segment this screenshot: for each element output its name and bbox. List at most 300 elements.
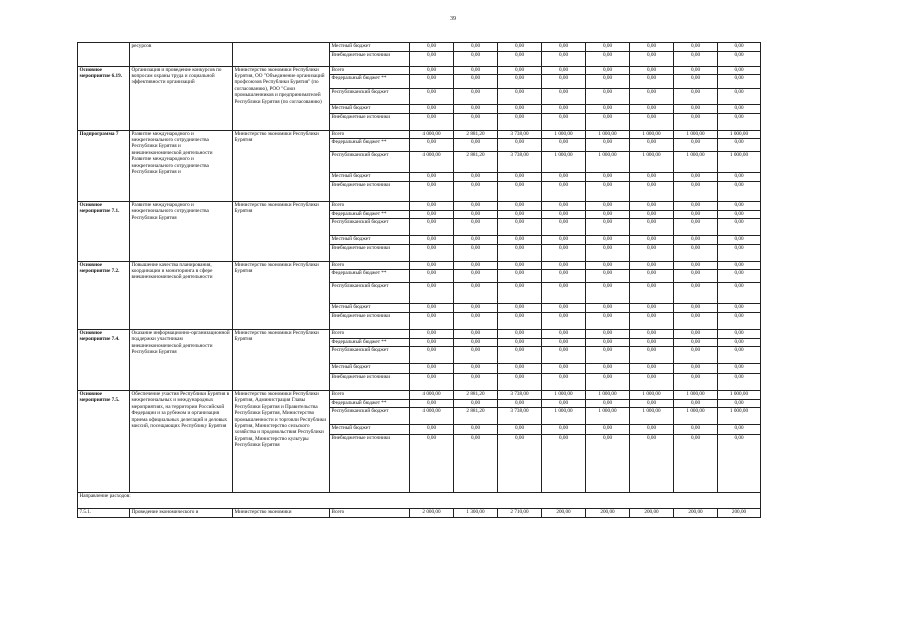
amount-cell: 0,00 <box>718 364 761 374</box>
amount-cell: 0,00 <box>586 261 630 270</box>
funding-source: Местный бюджет <box>330 364 410 374</box>
amount-cell: 0,00 <box>586 202 630 211</box>
amount-cell: 0,00 <box>674 43 718 52</box>
amount-cell: 1 000,00 <box>586 152 630 173</box>
amount-cell: 0,00 <box>630 425 674 435</box>
amount-cell: 0,00 <box>410 330 454 339</box>
amount-cell: 0,00 <box>542 182 586 202</box>
amount-cell: 0,00 <box>630 283 674 304</box>
event-executor: Министерство экономики Республики Бурятия <box>233 261 330 330</box>
amount-cell: 0,00 <box>498 374 542 391</box>
amount-cell: 0,00 <box>498 113 542 130</box>
amount-cell: 0,00 <box>410 43 454 52</box>
funding-source: Внебюджетные источники <box>330 435 410 493</box>
amount-cell: 1 000,00 <box>586 408 630 425</box>
amount-cell: 0,00 <box>674 113 718 130</box>
amount-cell: 0,00 <box>542 425 586 435</box>
amount-cell: 0,00 <box>586 173 630 182</box>
amount-cell: 0,00 <box>498 236 542 245</box>
amount-cell: 0,00 <box>498 347 542 364</box>
event-code: Основное мероприятие 7.1. <box>78 202 130 262</box>
amount-cell: 0,00 <box>630 364 674 374</box>
amount-cell: 0,00 <box>674 304 718 313</box>
amount-cell: 0,00 <box>630 210 674 219</box>
amount-cell: 3 738,00 <box>498 408 542 425</box>
amount-cell: 0,00 <box>498 210 542 219</box>
amount-cell: 0,00 <box>542 364 586 374</box>
amount-cell: 0,00 <box>542 43 586 52</box>
amount-cell: 0,00 <box>542 202 586 211</box>
amount-cell: 0,00 <box>718 347 761 364</box>
event-name: Обеспечение участия Республики Бурятия в межрегиональных и международных мероприятиях, на территории Российской Федерации и за рубежом и организация приема официальных делегаций и деловых миссий, посещающих Республику Бурятия <box>130 391 233 493</box>
amount-cell: 2 881,20 <box>454 152 498 173</box>
amount-cell: 0,00 <box>542 338 586 347</box>
amount-cell: 0,00 <box>674 173 718 182</box>
amount-cell: 0,00 <box>674 210 718 219</box>
amount-cell: 0,00 <box>410 338 454 347</box>
event-name: Развитие международного и межрегионального сотрудничества Республики Бурятия <box>130 202 233 262</box>
amount-cell: 0,00 <box>586 338 630 347</box>
amount-cell: 0,00 <box>410 399 454 408</box>
amount-cell: 0,00 <box>718 113 761 130</box>
amount-cell: 0,00 <box>586 244 630 261</box>
amount-cell: 0,00 <box>542 219 586 236</box>
amount-cell: 0,00 <box>586 304 630 313</box>
amount-cell: 1 000,00 <box>542 130 586 139</box>
funding-source: Федеральный бюджет ** <box>330 270 410 283</box>
amount-cell: 0,00 <box>630 244 674 261</box>
amount-cell: 0,00 <box>718 173 761 182</box>
funding-source: Республиканский бюджет <box>330 152 410 173</box>
amount-cell: 0,00 <box>586 113 630 130</box>
amount-cell: 0,00 <box>630 182 674 202</box>
amount-cell: 0,00 <box>718 338 761 347</box>
amount-cell: 0,00 <box>586 330 630 339</box>
amount-cell: 0,00 <box>674 236 718 245</box>
amount-cell: 0,00 <box>410 51 454 66</box>
amount-cell: 0,00 <box>718 89 761 105</box>
amount-cell: 0,00 <box>454 425 498 435</box>
amount-cell: 0,00 <box>542 75 586 89</box>
amount-cell: 0,00 <box>454 244 498 261</box>
amount-cell: 4 000,00 <box>410 408 454 425</box>
amount-cell: 0,00 <box>454 304 498 313</box>
amount-cell: 0,00 <box>498 425 542 435</box>
amount-cell: 0,00 <box>498 364 542 374</box>
amount-cell: 1 000,00 <box>630 152 674 173</box>
amount-cell: 0,00 <box>586 347 630 364</box>
event-code <box>78 43 130 67</box>
amount-cell: 0,00 <box>674 313 718 330</box>
amount-cell: 0,00 <box>454 219 498 236</box>
amount-cell: 0,00 <box>718 75 761 89</box>
amount-cell: 0,00 <box>410 202 454 211</box>
amount-cell: 200,00 <box>718 509 761 518</box>
funding-source: Всего <box>330 391 410 400</box>
amount-cell: 0,00 <box>454 313 498 330</box>
amount-cell: 0,00 <box>454 399 498 408</box>
amount-cell: 0,00 <box>454 75 498 89</box>
funding-source: Внебюджетные источники <box>330 51 410 66</box>
funding-source: Всего <box>330 330 410 339</box>
amount-cell: 0,00 <box>674 261 718 270</box>
amount-cell: 0,00 <box>542 374 586 391</box>
amount-cell: 0,00 <box>718 283 761 304</box>
amount-cell: 0,00 <box>718 244 761 261</box>
funding-source: Республиканский бюджет <box>330 408 410 425</box>
amount-cell: 0,00 <box>454 330 498 339</box>
amount-cell: 0,00 <box>410 173 454 182</box>
amount-cell: 0,00 <box>586 210 630 219</box>
amount-cell: 0,00 <box>586 43 630 52</box>
amount-cell: 0,00 <box>454 338 498 347</box>
funding-source: Федеральный бюджет ** <box>330 75 410 89</box>
amount-cell: 0,00 <box>542 435 586 493</box>
amount-cell: 0,00 <box>586 66 630 75</box>
event-executor: Министерство экономики Республики Бурятия <box>233 130 330 202</box>
amount-cell: 0,00 <box>498 182 542 202</box>
amount-cell: 0,00 <box>542 270 586 283</box>
amount-cell: 0,00 <box>718 236 761 245</box>
amount-cell: 3 738,00 <box>498 391 542 400</box>
amount-cell: 0,00 <box>718 313 761 330</box>
amount-cell: 0,00 <box>674 283 718 304</box>
amount-cell: 0,00 <box>410 66 454 75</box>
amount-cell: 1 000,00 <box>718 152 761 173</box>
amount-cell: 0,00 <box>586 89 630 105</box>
amount-cell: 0,00 <box>630 261 674 270</box>
amount-cell: 0,00 <box>630 105 674 114</box>
amount-cell: 0,00 <box>498 261 542 270</box>
amount-cell: 0,00 <box>454 43 498 52</box>
amount-cell: 200,00 <box>630 509 674 518</box>
amount-cell: 0,00 <box>718 51 761 66</box>
funding-source: Федеральный бюджет ** <box>330 210 410 219</box>
amount-cell: 0,00 <box>718 425 761 435</box>
amount-cell: 0,00 <box>498 283 542 304</box>
amount-cell: 0,00 <box>454 51 498 66</box>
amount-cell: 0,00 <box>630 43 674 52</box>
amount-cell: 0,00 <box>718 66 761 75</box>
amount-cell: 0,00 <box>498 43 542 52</box>
amount-cell: 1 000,00 <box>542 408 586 425</box>
funding-source: Местный бюджет <box>330 425 410 435</box>
amount-cell: 0,00 <box>410 210 454 219</box>
amount-cell: 0,00 <box>586 236 630 245</box>
amount-cell: 0,00 <box>410 236 454 245</box>
amount-cell: 0,00 <box>498 75 542 89</box>
amount-cell: 0,00 <box>498 313 542 330</box>
amount-cell: 1 000,00 <box>674 130 718 139</box>
budget-row <box>78 202 761 211</box>
event-code: Основное мероприятие 6.19. <box>78 66 130 130</box>
amount-cell: 0,00 <box>410 89 454 105</box>
amount-cell: 0,00 <box>498 202 542 211</box>
amount-cell: 0,00 <box>542 347 586 364</box>
amount-cell: 0,00 <box>630 236 674 245</box>
amount-cell: 200,00 <box>674 509 718 518</box>
amount-cell: 0,00 <box>498 399 542 408</box>
amount-cell: 1 000,00 <box>542 391 586 400</box>
amount-cell: 0,00 <box>542 89 586 105</box>
amount-cell: 0,00 <box>674 89 718 105</box>
amount-cell: 0,00 <box>410 425 454 435</box>
event-executor: Министерство экономики <box>233 509 330 518</box>
amount-cell: 0,00 <box>718 374 761 391</box>
amount-cell: 2 881,20 <box>454 408 498 425</box>
amount-cell: 0,00 <box>718 105 761 114</box>
amount-cell: 0,00 <box>718 399 761 408</box>
amount-cell: 0,00 <box>674 66 718 75</box>
funding-source: Республиканский бюджет <box>330 283 410 304</box>
amount-cell: 0,00 <box>586 283 630 304</box>
amount-cell: 0,00 <box>630 374 674 391</box>
amount-cell: 0,00 <box>454 66 498 75</box>
event-name: Оказание информационно-организационной поддержки участникам внешнеэкономической деятельности Республики Бурятия <box>130 330 233 391</box>
amount-cell: 0,00 <box>542 330 586 339</box>
amount-cell: 2 881,20 <box>454 391 498 400</box>
amount-cell: 0,00 <box>454 113 498 130</box>
amount-cell: 0,00 <box>586 105 630 114</box>
amount-cell: 0,00 <box>718 270 761 283</box>
amount-cell: 0,00 <box>498 244 542 261</box>
page-number: 39 <box>450 16 456 22</box>
budget-row <box>78 509 761 518</box>
amount-cell: 1 300,00 <box>454 509 498 518</box>
amount-cell: 0,00 <box>454 347 498 364</box>
amount-cell: 0,00 <box>674 75 718 89</box>
amount-cell: 0,00 <box>586 182 630 202</box>
event-executor: Министерство экономики Республики Бурятия, ОО "Объединение организаций профсоюзов Республики Бурятия" (по согласованию), РОО "Союз промышленников и предпринимателей Республики Бурятия (по согласованию) <box>233 66 330 130</box>
amount-cell: 0,00 <box>498 51 542 66</box>
funding-source: Местный бюджет <box>330 43 410 52</box>
funding-source: Внебюджетные источники <box>330 113 410 130</box>
amount-cell: 0,00 <box>718 43 761 52</box>
amount-cell: 2 881,20 <box>454 130 498 139</box>
amount-cell: 0,00 <box>718 304 761 313</box>
funding-source: Всего <box>330 130 410 139</box>
amount-cell: 0,00 <box>410 182 454 202</box>
amount-cell: 0,00 <box>586 51 630 66</box>
funding-source: Всего <box>330 66 410 75</box>
amount-cell: 1 000,00 <box>718 130 761 139</box>
amount-cell: 1 000,00 <box>586 130 630 139</box>
amount-cell: 0,00 <box>454 202 498 211</box>
funding-source: Республиканский бюджет <box>330 219 410 236</box>
event-executor <box>233 43 330 67</box>
funding-source: Республиканский бюджет <box>330 89 410 105</box>
amount-cell: 0,00 <box>630 51 674 66</box>
amount-cell: 0,00 <box>410 374 454 391</box>
budget-row <box>78 330 761 339</box>
amount-cell: 0,00 <box>674 399 718 408</box>
event-name: Повышение качества планирования, координации и мониторинга в сфере внешнеэкономической деятельности <box>130 261 233 330</box>
amount-cell: 0,00 <box>410 75 454 89</box>
amount-cell: 0,00 <box>498 219 542 236</box>
event-name: Организация и проведение конкурсов по вопросам охраны труда и социальной эффективности организаций <box>130 66 233 130</box>
amount-cell: 0,00 <box>586 219 630 236</box>
funding-source: Республиканский бюджет <box>330 347 410 364</box>
funding-source: Федеральный бюджет ** <box>330 338 410 347</box>
amount-cell: 0,00 <box>542 105 586 114</box>
event-name: ресурсов <box>130 43 233 67</box>
amount-cell: 0,00 <box>630 89 674 105</box>
amount-cell: 0,00 <box>718 139 761 152</box>
amount-cell: 0,00 <box>674 139 718 152</box>
amount-cell: 0,00 <box>454 270 498 283</box>
amount-cell: 0,00 <box>674 51 718 66</box>
amount-cell: 200,00 <box>542 509 586 518</box>
amount-cell: 1 000,00 <box>630 130 674 139</box>
funding-source: Всего <box>330 261 410 270</box>
amount-cell: 0,00 <box>718 210 761 219</box>
amount-cell: 0,00 <box>498 435 542 493</box>
event-code: Основное мероприятие 7.4. <box>78 330 130 391</box>
amount-cell: 0,00 <box>542 113 586 130</box>
amount-cell: 1 000,00 <box>630 408 674 425</box>
amount-cell: 0,00 <box>674 244 718 261</box>
amount-cell: 0,00 <box>718 261 761 270</box>
amount-cell: 0,00 <box>630 202 674 211</box>
amount-cell: 0,00 <box>674 347 718 364</box>
event-name: Проведение экономического и <box>130 509 233 518</box>
amount-cell: 0,00 <box>674 182 718 202</box>
amount-cell: 0,00 <box>586 75 630 89</box>
amount-cell: 0,00 <box>542 210 586 219</box>
amount-cell: 0,00 <box>454 210 498 219</box>
amount-cell: 0,00 <box>410 139 454 152</box>
amount-cell: 3 738,00 <box>498 152 542 173</box>
amount-cell: 0,00 <box>542 51 586 66</box>
amount-cell: 0,00 <box>410 364 454 374</box>
amount-cell: 0,00 <box>674 105 718 114</box>
amount-cell: 0,00 <box>454 173 498 182</box>
amount-cell: 0,00 <box>586 364 630 374</box>
funding-source: Всего <box>330 509 410 518</box>
amount-cell: 0,00 <box>454 105 498 114</box>
amount-cell: 0,00 <box>674 364 718 374</box>
amount-cell: 1 000,00 <box>586 391 630 400</box>
amount-cell: 0,00 <box>630 338 674 347</box>
amount-cell: 0,00 <box>630 75 674 89</box>
amount-cell: 1 000,00 <box>674 152 718 173</box>
amount-cell: 2 000,00 <box>410 509 454 518</box>
budget-row <box>78 43 761 52</box>
funding-source: Местный бюджет <box>330 236 410 245</box>
amount-cell: 0,00 <box>498 139 542 152</box>
amount-cell: 0,00 <box>542 283 586 304</box>
amount-cell: 0,00 <box>674 330 718 339</box>
event-code: Подпрограмма 7 <box>78 130 130 202</box>
amount-cell: 0,00 <box>410 113 454 130</box>
amount-cell: 0,00 <box>454 374 498 391</box>
amount-cell: 0,00 <box>630 139 674 152</box>
amount-cell: 0,00 <box>542 236 586 245</box>
amount-cell: 0,00 <box>498 105 542 114</box>
amount-cell: 0,00 <box>630 219 674 236</box>
amount-cell: 0,00 <box>542 304 586 313</box>
funding-source: Федеральный бюджет ** <box>330 399 410 408</box>
amount-cell: 0,00 <box>630 399 674 408</box>
amount-cell: 0,00 <box>454 236 498 245</box>
amount-cell: 0,00 <box>586 270 630 283</box>
amount-cell: 1 000,00 <box>542 152 586 173</box>
amount-cell: 0,00 <box>718 219 761 236</box>
amount-cell: 0,00 <box>586 425 630 435</box>
amount-cell: 200,00 <box>586 509 630 518</box>
amount-cell: 0,00 <box>410 270 454 283</box>
amount-cell: 0,00 <box>630 113 674 130</box>
funding-source: Всего <box>330 202 410 211</box>
funding-source: Внебюджетные источники <box>330 313 410 330</box>
amount-cell: 1 000,00 <box>674 391 718 400</box>
direction-row <box>78 493 761 509</box>
amount-cell: 0,00 <box>630 347 674 364</box>
amount-cell: 4 000,00 <box>410 152 454 173</box>
funding-source: Местный бюджет <box>330 304 410 313</box>
amount-cell: 0,00 <box>542 244 586 261</box>
amount-cell: 0,00 <box>630 304 674 313</box>
amount-cell: 0,00 <box>410 304 454 313</box>
funding-source: Внебюджетные источники <box>330 244 410 261</box>
amount-cell: 0,00 <box>718 435 761 493</box>
event-name: Развитие международного и межрегионального сотрудничества Республики Бурятия и внешнеэкономической деятельности Развитие международного и межрегионального сотрудничества Республики Бурятия и <box>130 130 233 202</box>
amount-cell: 0,00 <box>674 425 718 435</box>
amount-cell: 0,00 <box>454 261 498 270</box>
amount-cell: 0,00 <box>718 182 761 202</box>
amount-cell: 0,00 <box>586 435 630 493</box>
amount-cell: 0,00 <box>586 139 630 152</box>
amount-cell: 0,00 <box>498 330 542 339</box>
amount-cell: 0,00 <box>542 399 586 408</box>
amount-cell: 0,00 <box>410 219 454 236</box>
amount-cell: 0,00 <box>410 105 454 114</box>
event-code: Основное мероприятие 7.5. <box>78 391 130 493</box>
amount-cell: 0,00 <box>410 347 454 364</box>
amount-cell: 0,00 <box>586 374 630 391</box>
amount-cell: 0,00 <box>454 89 498 105</box>
budget-row <box>78 130 761 139</box>
amount-cell: 0,00 <box>454 283 498 304</box>
amount-cell: 0,00 <box>630 313 674 330</box>
budget-row <box>78 261 761 270</box>
amount-cell: 0,00 <box>674 374 718 391</box>
amount-cell: 0,00 <box>410 435 454 493</box>
amount-cell: 0,00 <box>630 435 674 493</box>
amount-cell: 0,00 <box>454 435 498 493</box>
amount-cell: 0,00 <box>630 330 674 339</box>
amount-cell: 0,00 <box>674 435 718 493</box>
amount-cell: 0,00 <box>630 66 674 75</box>
amount-cell: 0,00 <box>586 399 630 408</box>
amount-cell: 0,00 <box>498 89 542 105</box>
event-executor: Министерство экономики Республики Бурятия <box>233 330 330 391</box>
amount-cell: 0,00 <box>630 270 674 283</box>
amount-cell: 0,00 <box>498 173 542 182</box>
amount-cell: 0,00 <box>542 173 586 182</box>
amount-cell: 0,00 <box>630 173 674 182</box>
event-executor: Министерство экономики Республики Бурятия, Администрация Главы Республики Бурятия и Правительства Республики Бурятия, Министерство промышленности и торговли Республики Бурятия, Министерство сельского хозяйства и продовольствия Республики Бурятия, Министерство культуры Республики Бурятия <box>233 391 330 493</box>
budget-row <box>78 391 761 400</box>
funding-source: Местный бюджет <box>330 173 410 182</box>
event-code: 7.5.1. <box>78 509 130 518</box>
event-executor: Министерство экономики Республики Бурятия <box>233 202 330 262</box>
amount-cell: 0,00 <box>454 139 498 152</box>
amount-cell: 4 000,00 <box>410 391 454 400</box>
amount-cell: 0,00 <box>498 338 542 347</box>
amount-cell: 2 710,00 <box>498 509 542 518</box>
budget-table <box>77 42 761 518</box>
